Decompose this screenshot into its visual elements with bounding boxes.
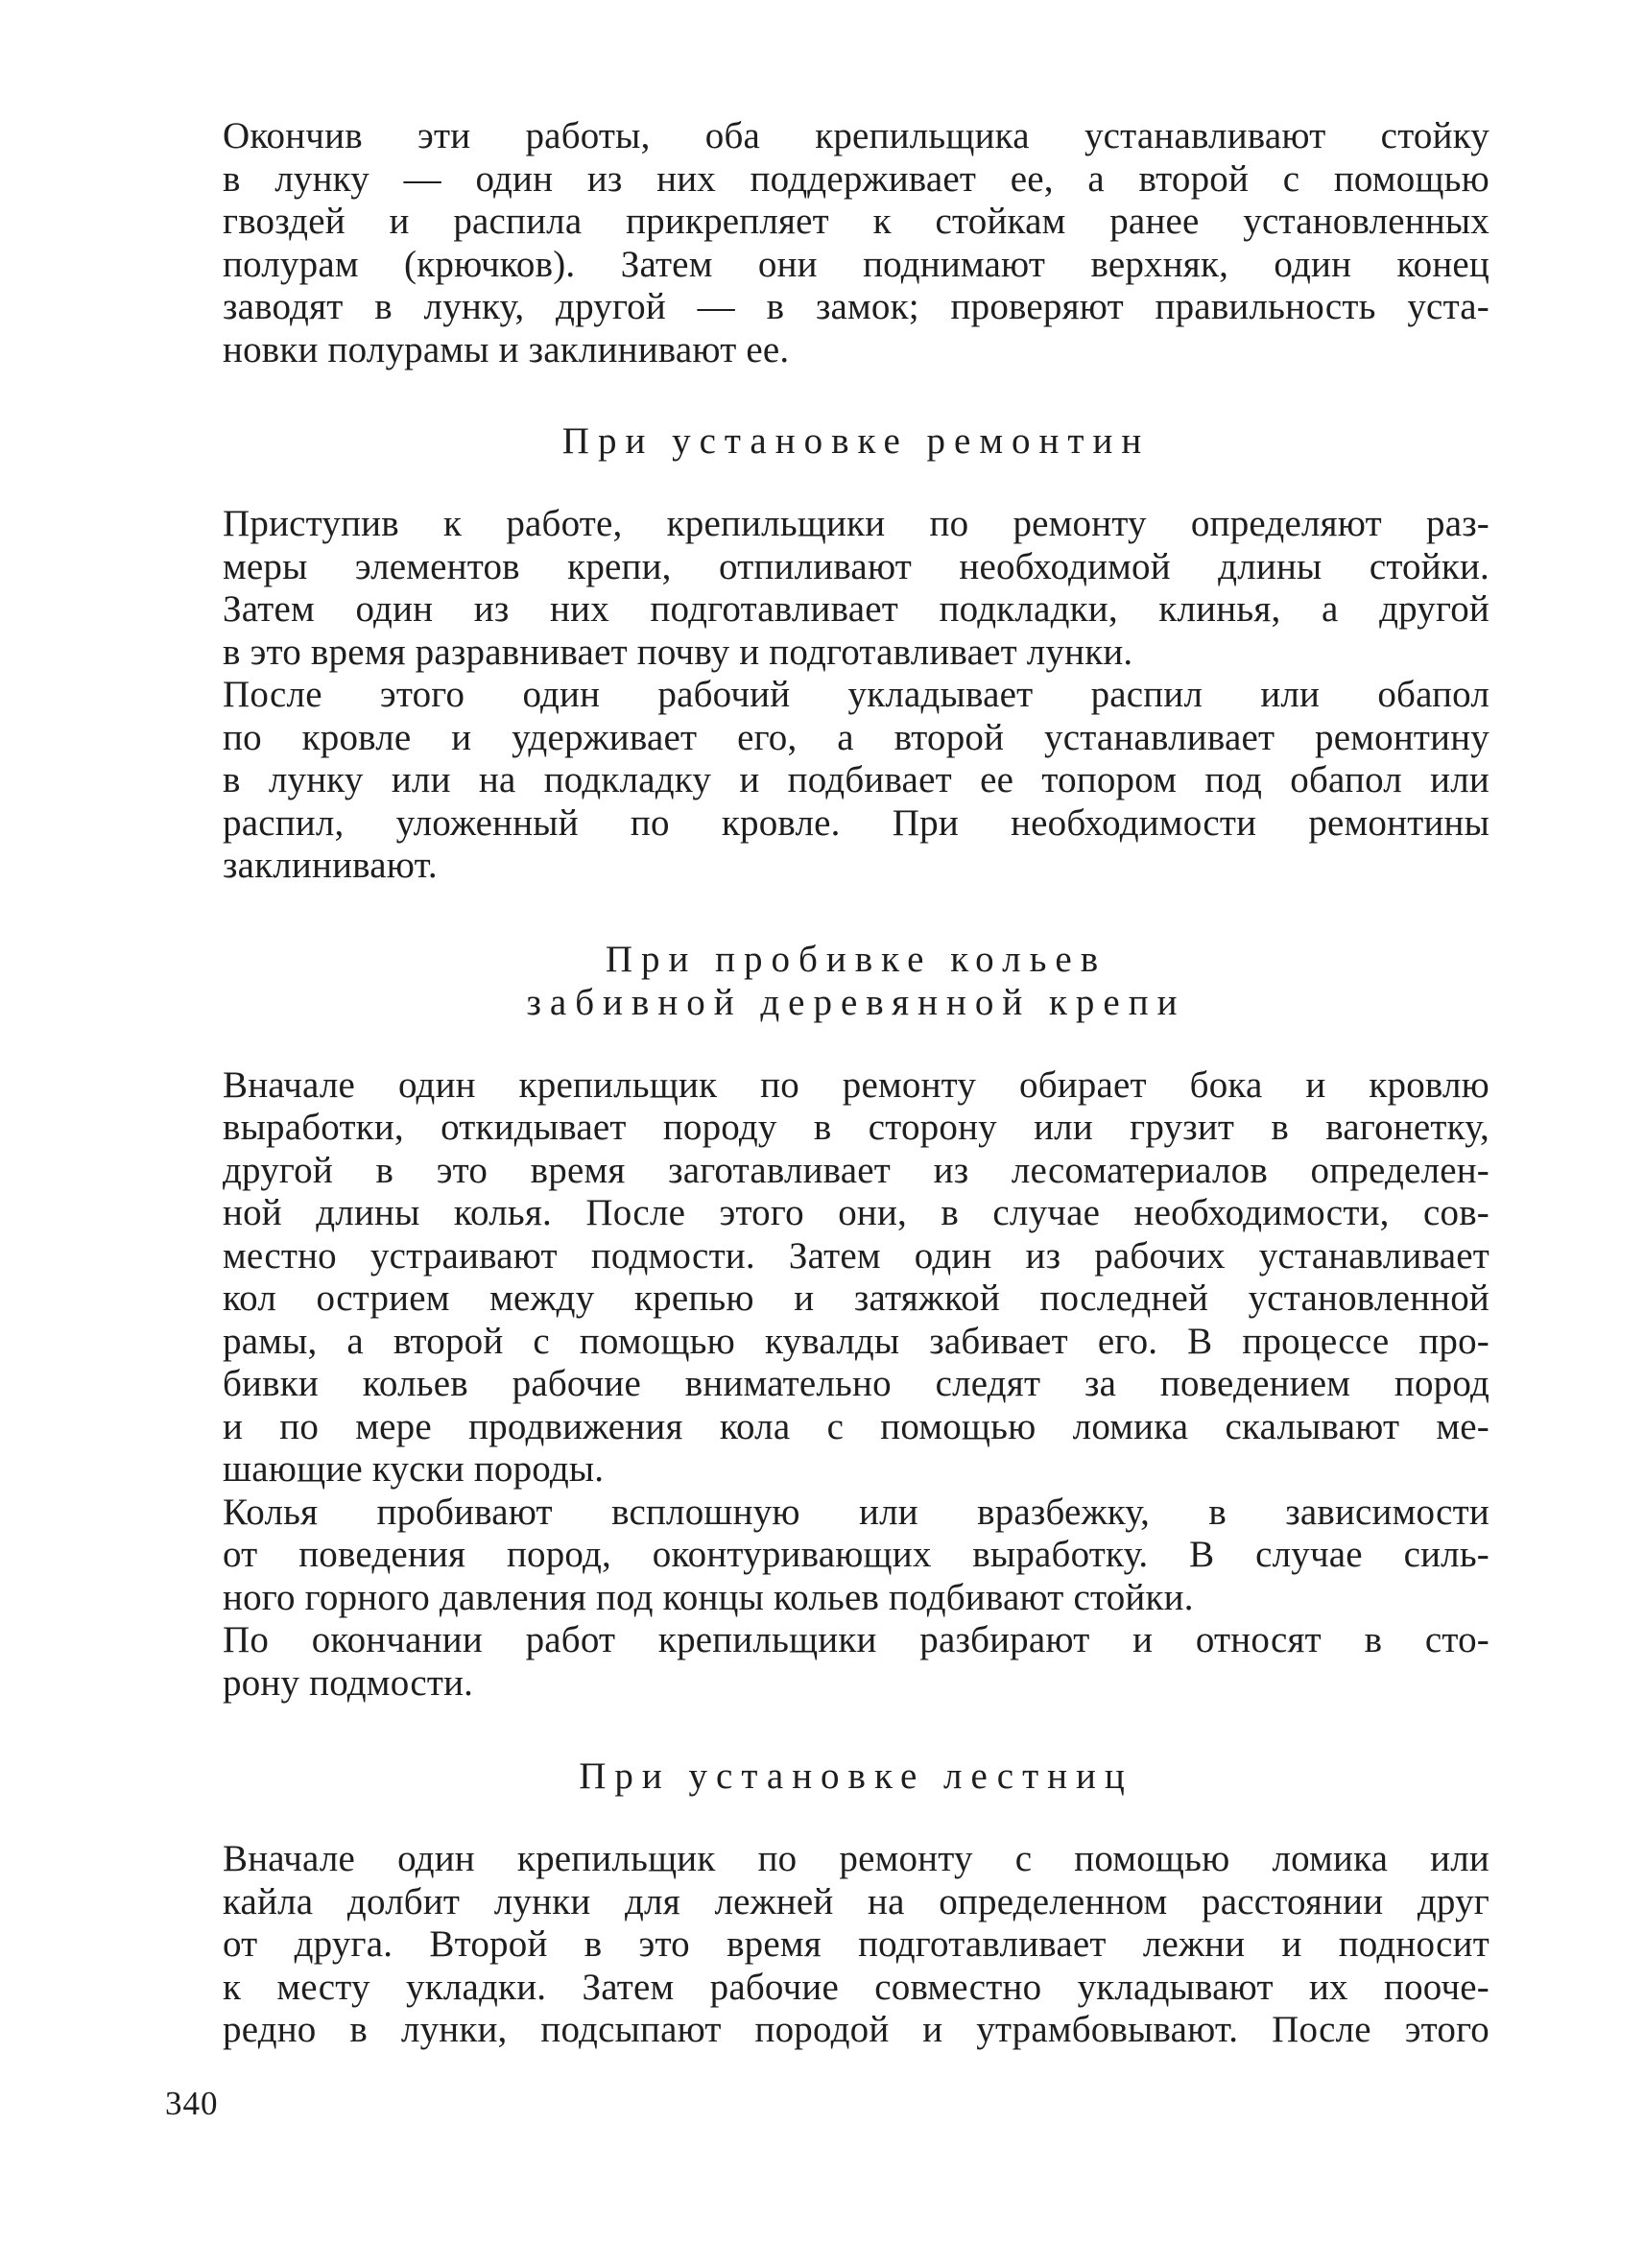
text-line: местно устраивают подмости. Затем один из рабочих устанавливает [223, 1234, 1489, 1277]
text-line: выработки, откидывает породу в сторону или грузит в вагонетку, [223, 1107, 1489, 1148]
text-line: по кровле и удерживает его, а второй устанавливает ремонтину [223, 716, 1489, 758]
text-line: ного горного давления под концы кольев подбивают стойки. [223, 1576, 1194, 1618]
paragraph [223, 674, 1489, 888]
text-line: редно в лунки, подсыпают породой и утрамбовывают. После этого [223, 2009, 1489, 2050]
text-line: в это время разравнивает почву и подготавливает лунки. [223, 631, 1133, 673]
section-heading [223, 419, 1489, 463]
section-heading [223, 938, 1489, 1024]
text-line: кол острием между крепью и затяжкой последней установленной [223, 1277, 1489, 1319]
text-line: бивки кольев рабочие внимательно следят за поведением пород [223, 1363, 1489, 1404]
text-line: другой в это время заготавливает из лесоматериалов определен- [223, 1149, 1489, 1191]
text-line: шающие куски породы. [223, 1448, 605, 1490]
text-line: распил, уложенный по кровле. При необходимости ремонтины [223, 801, 1489, 844]
text-line: заклинивают. [223, 845, 438, 886]
page-content [223, 115, 1489, 2052]
intro-paragraph [223, 115, 1489, 371]
text-line: меры элементов крепи, отпиливают необходимой длины стойки. [223, 545, 1489, 587]
text-line: По окончании работ крепильщики разбирают и относят в сто- [223, 1619, 1489, 1660]
page-number: 340 [165, 2085, 219, 2122]
text-line: полурам (крючков). Затем они поднимают верхняк, один конец [223, 243, 1489, 285]
text-line: в лунку или на подкладку и подбивает ее топором под обапол или [223, 759, 1489, 800]
text-line: и по мере продвижения кола с помощью ломика скалывают ме- [223, 1405, 1489, 1447]
text-line: Вначале один крепильщик по ремонту с помощью ломика или [223, 1838, 1489, 1879]
paragraph [223, 503, 1489, 674]
text-line: Вначале один крепильщик по ремонту обирает бока и кровлю [223, 1063, 1489, 1106]
paragraph [223, 1064, 1489, 1492]
text-line: к месту укладки. Затем рабочие совместно укладывают их пооче- [223, 1966, 1489, 2008]
text-line: кайла долбит лунки для лежней на определенном расстоянии друг [223, 1880, 1489, 1922]
heading-line: забивной деревянной крепи [526, 981, 1186, 1023]
heading-line: При установке лестниц [579, 1755, 1133, 1797]
paragraph [223, 1838, 1489, 2052]
text-line: от друга. Второй в это время подготавливает лежни и подносит [223, 1923, 1489, 1965]
text-line: Затем один из них подготавливает подкладки, клинья, а другой [223, 588, 1489, 630]
text-line: Приступив к работе, крепильщики по ремонту определяют раз- [223, 503, 1489, 544]
text-line: Окончив эти работы, оба крепильщика устанавливают стойку [223, 115, 1489, 156]
text-line: После этого один рабочий укладывает распил или обапол [223, 674, 1489, 715]
text-line: ной длины колья. После этого они, в случае необходимости, сов- [223, 1192, 1489, 1233]
text-line: рону подмости. [223, 1661, 474, 1704]
text-line: рамы, а второй с помощью кувалды забивает его. В процессе про- [223, 1320, 1489, 1362]
section-heading [223, 1755, 1489, 1798]
heading-line: При пробивке кольев [605, 938, 1108, 980]
paragraph [223, 1492, 1489, 1620]
text-line: новки полурамы и заклинивают ее. [223, 328, 790, 370]
text-line: Колья пробивают всплошную или вразбежку, в зависимости [223, 1491, 1489, 1533]
text-line: в лунку — один из них поддерживает ее, а второй с помощью [223, 157, 1489, 200]
text-line: гвоздей и распила прикрепляет к стойкам ранее установленных [223, 201, 1489, 242]
text-line: от поведения пород, оконтуривающих выработку. В случае силь- [223, 1534, 1489, 1575]
paragraph [223, 1619, 1489, 1705]
heading-line: При установке ремонтин [561, 420, 1151, 462]
text-line: заводят в лунку, другой — в замок; проверяют правильность уста- [223, 286, 1489, 327]
